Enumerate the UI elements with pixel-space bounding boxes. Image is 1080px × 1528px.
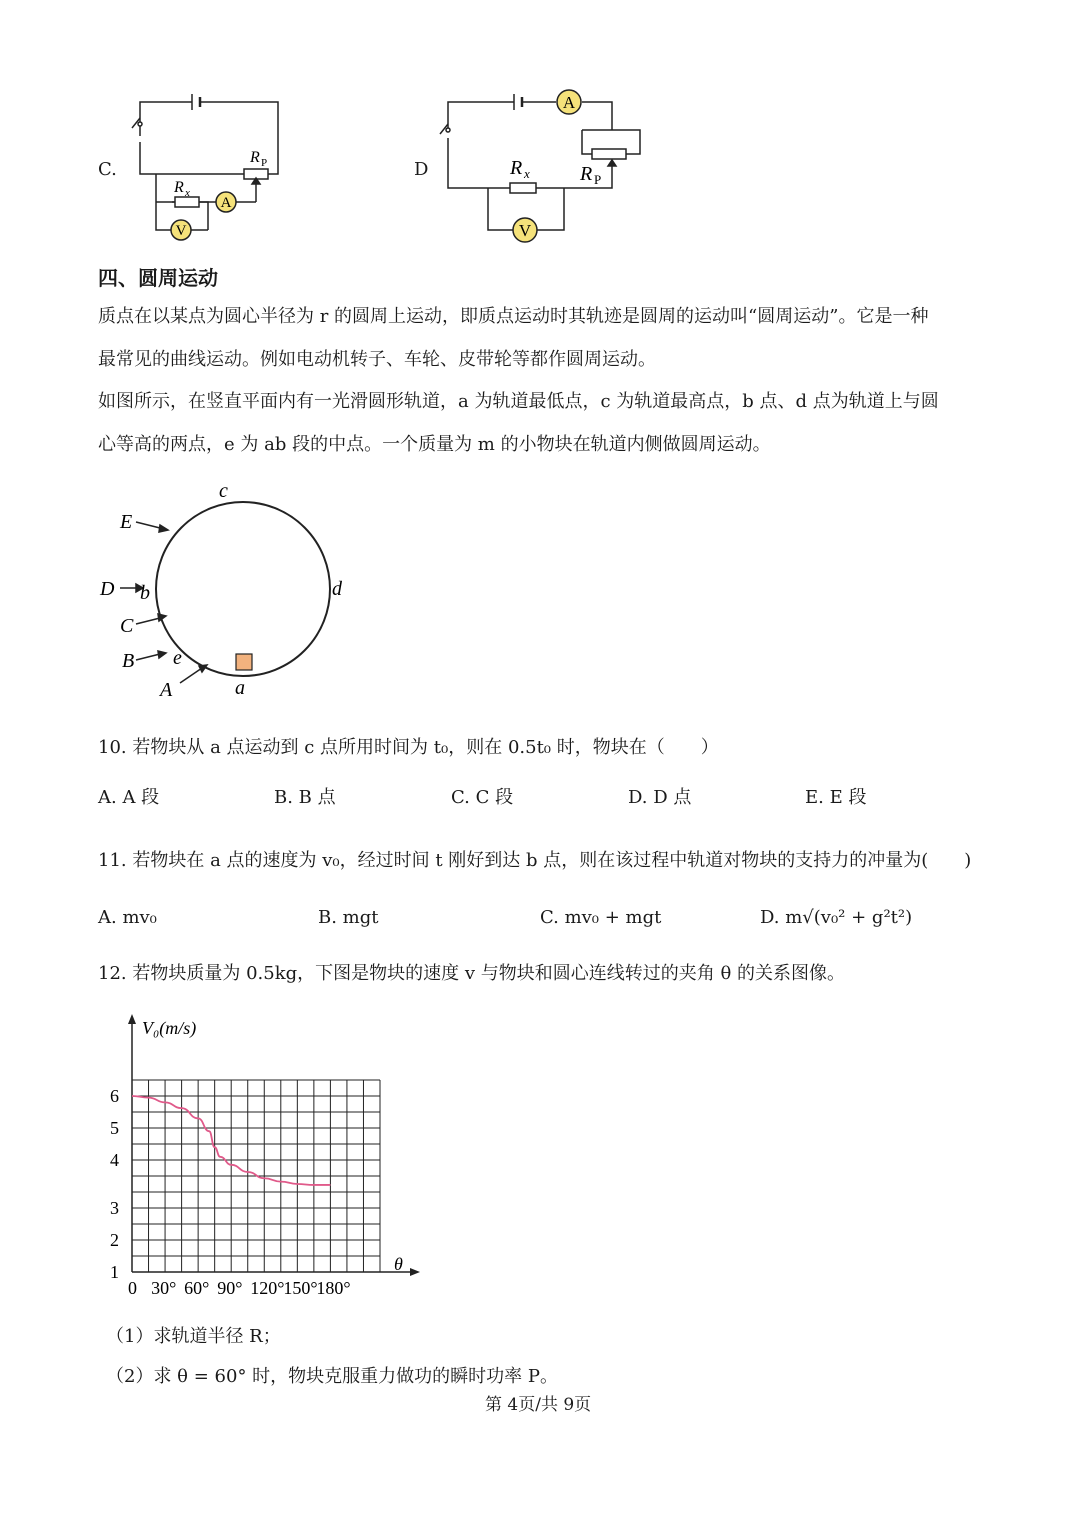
chart-axes	[128, 1014, 420, 1276]
section-paragraph-1-line-2: 最常见的曲线运动。例如电动机转子、车轮、皮带轮等都作圆周运动。	[98, 349, 656, 370]
question-12-stem: 12. 若物块质量为 0.5kg，下图是物块的速度 v 与物块和圆心连线转过的夹角 θ 的关系图像。	[98, 963, 846, 984]
svg-text:x: x	[185, 187, 190, 199]
y-tick-label: 5	[110, 1118, 119, 1138]
svg-text:A: A	[562, 93, 576, 112]
question-10-stem: 10. 若物块从 a 点运动到 c 点所用时间为 t₀，则在 0.5t₀ 时，物块在（ ）	[98, 737, 719, 758]
question-11-stem: 11. 若物块在 a 点的速度为 v₀，经过时间 t 刚好到达 b 点，则在该过程中轨道对物块的支持力的冲量为( )	[98, 850, 972, 871]
q10-option-c[interactable]: C. C 段	[451, 787, 514, 808]
y-tick-label: 6	[110, 1086, 119, 1106]
point-b-label: b	[140, 582, 150, 604]
q11-option-d[interactable]: D. m√(v₀² + g²t²)	[760, 907, 913, 928]
chart-x-axis-label: θ	[394, 1254, 403, 1274]
section-paragraph-1-line-1: 质点在以某点为圆心半径为 r 的圆周上运动，即质点运动时其轨迹是圆周的运动叫“圆周运动”。它是一种	[98, 306, 929, 327]
x-axis-arrow	[410, 1268, 420, 1276]
page-footer: 第 4页/共 9页	[485, 1395, 592, 1415]
velocity-angle-chart	[96, 1008, 426, 1304]
x-tick-label: 180°	[316, 1278, 351, 1298]
point-e-label: e	[173, 647, 182, 669]
x-tick-label: 150°	[283, 1278, 318, 1298]
svg-text:R: R	[174, 179, 184, 196]
section-title: 四、圆周运动	[98, 266, 218, 290]
section-paragraph-2-line-1: 如图所示，在竖直平面内有一光滑圆形轨道，a 为轨道最低点，c 为轨道最高点，b 点、d 点为轨道上与圆	[98, 391, 939, 412]
svg-text:V: V	[518, 221, 532, 240]
q11-option-a[interactable]: A. mv₀	[98, 907, 157, 928]
circuit-d-diagram	[430, 84, 660, 248]
q10-option-a[interactable]: A. A 段	[98, 787, 160, 808]
arrow-c-label: C	[120, 615, 134, 637]
svg-text:x: x	[524, 166, 530, 181]
q10-option-d[interactable]: D. D 点	[628, 787, 692, 808]
y-tick-label: 3	[110, 1198, 119, 1218]
arrow-b-label: B	[122, 650, 135, 672]
arrow-a-label: A	[160, 679, 173, 701]
x-tick-label: 0	[128, 1278, 137, 1298]
y-tick-label: 1	[110, 1262, 119, 1282]
y-tick-label: 2	[110, 1230, 119, 1250]
section-paragraph-2-line-2: 心等高的两点，e 为 ab 段的中点。一个质量为 m 的小物块在轨道内侧做圆周运动。	[98, 434, 771, 455]
option-d-label: D	[414, 159, 429, 180]
x-tick-label: 90°	[217, 1278, 243, 1298]
q11-option-c[interactable]: C. mv₀ + mgt	[540, 907, 662, 928]
point-c-label: c	[219, 480, 228, 502]
point-d-label: d	[332, 578, 342, 600]
q11-option-b[interactable]: B. mgt	[318, 907, 379, 928]
q10-option-b[interactable]: B. B 点	[274, 787, 336, 808]
svg-text:A: A	[220, 195, 232, 211]
circuit-c-diagram	[120, 88, 300, 248]
q10-option-e[interactable]: E. E 段	[805, 787, 867, 808]
x-tick-label: 30°	[151, 1278, 177, 1298]
x-tick-label: 120°	[250, 1278, 285, 1298]
chart-y-axis-label: V₀(m/s)	[142, 1018, 197, 1038]
circular-track-figure	[90, 476, 370, 706]
svg-text:R: R	[580, 163, 593, 185]
arrow-e-label: E	[120, 511, 133, 533]
y-axis-arrow	[128, 1014, 136, 1024]
svg-text:R: R	[250, 149, 260, 166]
option-c-label: C.	[98, 159, 117, 180]
svg-text:P: P	[594, 172, 602, 187]
q12-subquestion-2: （2）求 θ = 60° 时，物块克服重力做功的瞬时功率 P。	[106, 1366, 558, 1387]
q12-subquestion-1: （1）求轨道半径 R；	[106, 1326, 281, 1347]
arrow-d-label: D	[100, 578, 115, 600]
y-tick-label: 4	[110, 1150, 119, 1170]
svg-text:P: P	[261, 157, 268, 169]
point-a-label: a	[235, 677, 245, 699]
x-tick-label: 60°	[184, 1278, 210, 1298]
svg-text:V: V	[175, 223, 187, 239]
svg-text:R: R	[510, 157, 523, 179]
